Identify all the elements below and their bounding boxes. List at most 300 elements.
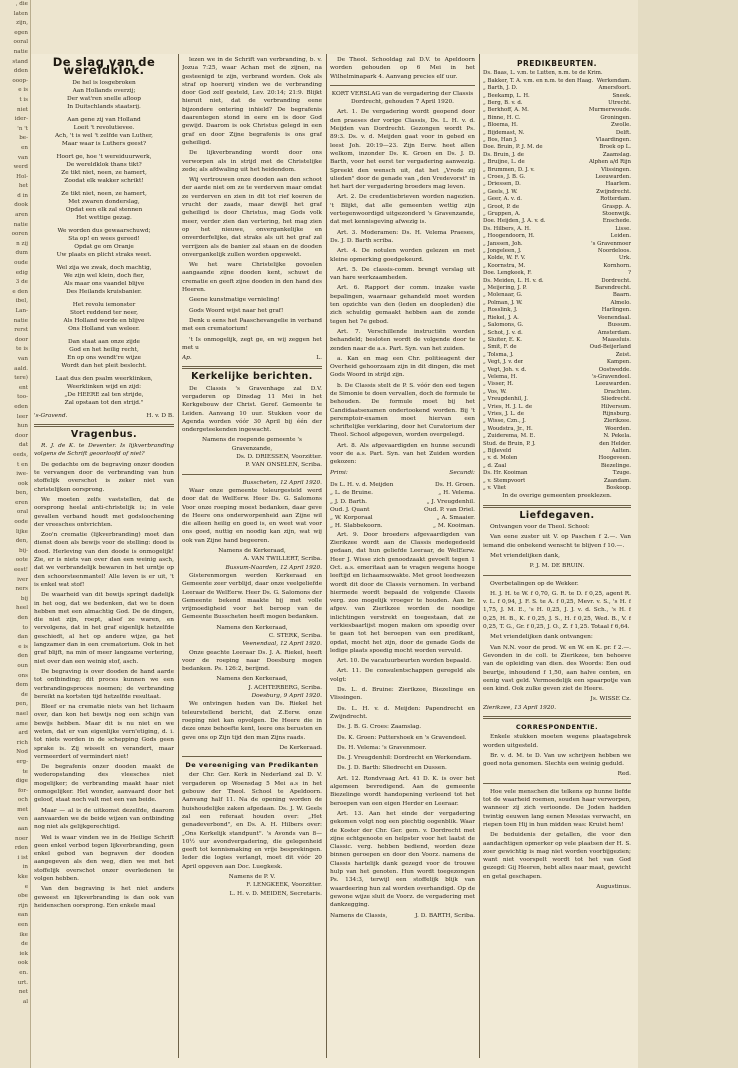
- quote-1: Hoe vele menschen die telkens op hunne liefde tot de waarheid roemen, souden haar verworpen, wanneer zij zich verioonde. De Joden hadden twintig eeuwen lang eenen Messias verwacht, en riepen toen Hij in hun midden was: Kruist hem!: [483, 788, 631, 828]
- gutter-fragment: oude: [14, 260, 28, 267]
- predikbeurt-place: Drachten.: [603, 388, 631, 395]
- predikbeurt-row: [483, 426, 631, 433]
- poem-line: Laat dus den psalm weerklinken,: [55, 375, 153, 382]
- predikbeurten-note: In de overige gemeenten preeklezen.: [502, 493, 612, 500]
- poem-line: Ach, 't is wel 't zelfde van Luther,: [55, 132, 153, 139]
- gutter-fragment: tere): [14, 375, 28, 382]
- divider: [182, 474, 322, 475]
- predikbeurt-row: [483, 463, 631, 470]
- vragenbus-body: [34, 461, 174, 910]
- gutter-fragment: lijke: [15, 528, 28, 535]
- gutter-fragment: 3 de: [15, 279, 28, 286]
- predikbeurt-name: „ Vreugdenhil, J.: [483, 396, 529, 403]
- predikbeurt-name: „ Bijleveld: [483, 448, 512, 455]
- predikbeurt-row: [483, 144, 631, 151]
- poem-line: Wordt dan het pleit beslecht.: [61, 362, 147, 369]
- predikbeurt-row: [483, 226, 631, 233]
- predikbeurt-row: [483, 300, 631, 307]
- gutter-fragment: werd: [13, 164, 28, 171]
- gutter-fragment: ame: [16, 720, 28, 727]
- gutter-fragment: for-: [17, 787, 28, 794]
- gutter-fragment: n zij: [16, 240, 28, 247]
- item-signature: J. ACHTERBERG, Scriba.: [248, 684, 322, 691]
- predikbeurt-name: „ Bloema, H.: [483, 122, 518, 129]
- predikbeurt-place: Broek op L.: [599, 144, 631, 151]
- gutter-fragment: i ist: [17, 854, 28, 861]
- predikbeurt-row: [483, 93, 631, 100]
- gutter-fragment: e den: [12, 288, 28, 295]
- page-top-margin: [30, 0, 738, 54]
- item-dateline: Bussum-Naarden, 12 April 1920.: [225, 564, 322, 571]
- verslag-signature-name: J. D. BARTH, Scriba.: [415, 912, 475, 919]
- predikbeurt-place: den Helder.: [599, 440, 631, 447]
- gutter-fragment: nael: [15, 710, 28, 717]
- predikbeurt-name: „ Barth, J. D.: [483, 85, 518, 92]
- predikbeurt-place: N. Pekela.: [603, 433, 631, 440]
- predikbeurt-place: Amersfoort.: [598, 85, 631, 92]
- gutter-fragment: ben,: [15, 490, 28, 497]
- gutter-fragment: dige: [15, 778, 28, 785]
- predikbeurt-row: [483, 115, 631, 122]
- column-4: [483, 56, 631, 1056]
- gutter-fragment: den: [17, 615, 28, 621]
- divider: [182, 366, 322, 369]
- poem-line: We zijn wel klein, doch fier,: [63, 272, 145, 279]
- predikbeurt-name: „ v. Stempvoort: [483, 477, 526, 484]
- predikbeurt-row: [483, 396, 631, 403]
- gutter-fragment: met: [17, 806, 28, 813]
- poem-line: Het wettige gezag.: [76, 214, 132, 221]
- gutter-fragment: eren: [15, 499, 28, 506]
- column-1: [34, 56, 174, 1056]
- poem-line: Het revolu iemonster: [72, 301, 136, 308]
- paragraph: Maar — al is de uitkomst dezelfde, daarom aanvaarden we de beide wijzen van ontbinding nog niet als gelijkgerechtigd.: [34, 807, 174, 831]
- vereniging-namens: Namens de P. V.: [228, 874, 276, 881]
- predikbeurt-place: Alphen a/d Rijn: [588, 159, 631, 166]
- predikbeurt-place: Sneek.: [612, 92, 631, 99]
- paragraph: Wij vertrouwen onze dooden aan den schoot der aarde niet om ze te verderven maar omdat ze verderven en zien in dit tot rief koeren de vrucht der zaads, maar dewijl het graf geheiligd is door Christus, mag Gods volk meer, verder zien dan vertering, het mag zien op het nieuwe, onvergankelijke en onverderfelijke, dat straks als uit het graf zal verrijzen als de banier zal staan en de dooden onvergankelijk zullen worden opgewekt.: [182, 177, 322, 258]
- election-header-secundi: Secundi:: [449, 469, 475, 476]
- predikbeurt-place: Haarlem.: [605, 181, 631, 188]
- predikbeurt-row: [483, 100, 631, 107]
- item-signature: De Kerkeraad.: [279, 744, 322, 751]
- predikbeurt-place: Groningen.: [600, 114, 631, 121]
- item-namens: Namens den Kerkeraad,: [216, 624, 288, 631]
- poem: [34, 79, 174, 407]
- column-rule: [178, 54, 179, 1058]
- gutter-fragment: te: [22, 768, 28, 775]
- predikbeurt-row: [483, 233, 631, 240]
- predikbeurt-name: „ Groot, P. de: [483, 203, 520, 210]
- divider: [483, 716, 631, 719]
- item-namens: Namens de Kerkeraad,: [218, 548, 286, 555]
- predikbeurt-place: Tzuge.: [612, 470, 631, 477]
- gutter-fragment: heel: [15, 605, 28, 612]
- predikbeurt-name: „ Berkhoff, A. M.: [483, 107, 529, 114]
- predikbeurten-title: PREDIKBEURTEN.: [517, 59, 597, 68]
- predikbeurt-place: Baarn.: [612, 292, 631, 299]
- liefdegaven-signature: P. J. M. DE BRUIN.: [529, 563, 585, 570]
- predikbeurt-row: [483, 374, 631, 381]
- predikbeurt-row: [483, 441, 631, 448]
- schooldag-notice: De Theol. Schooldag zal D.V. te Apeldoorn worden gehouden op 6 Mei in het Wilhelminapark 4. Aanvang precies elf uur.: [330, 57, 475, 80]
- liefdegaven-date: Zierikzee, 13 April 1920.: [483, 704, 557, 711]
- predikbeurt-place: Zwolle.: [611, 122, 631, 129]
- poem-line: Opdat ge om Oranje: [74, 243, 134, 250]
- predikbeurt-place: Rijnsburg.: [602, 410, 631, 417]
- predikbeurt-place: Vlaardingen.: [595, 136, 631, 143]
- gutter-fragment: te is: [16, 346, 28, 353]
- paragraph: De begrafenis onzer dooden maakt de wederopstanding des vleesches niet mogelijker; de verbranding maakt haar niet onmogelijker. Het wonder, aanvaard door het geloof, staat noch valt met een van beide.: [34, 764, 174, 804]
- predikbeurt-place: Almelo.: [610, 299, 631, 306]
- predikbeurt-row: [483, 322, 631, 329]
- poem-line: Des Heilands kruisbanier.: [66, 288, 142, 295]
- predikbeurt-name: Doe. Heijden, J. A. v. d.: [483, 218, 546, 225]
- gutter-fragment: Nod: [16, 749, 28, 756]
- gutter-fragment: den: [17, 653, 28, 660]
- gutter-fragment: den,: [15, 538, 28, 545]
- paragraph: Art. 11. De consulentschappen geregeld als volgt:: [330, 668, 475, 683]
- gutter-fragment: rijn: [18, 902, 28, 909]
- paragraph: Van den begraving is het niet anders geweest en lijkverbranding is dan ook van heidenschen oorsprong. Een enkele maal: [34, 886, 174, 909]
- vragenbus-signature: [182, 354, 322, 362]
- poem-line: Zal opstaan tot den strijd.": [64, 399, 144, 406]
- predikbeurt-place: Leiden.: [610, 233, 631, 240]
- predikbeurt-row: [483, 278, 631, 285]
- predikbeurt-row: [483, 359, 631, 366]
- column-rule: [326, 54, 327, 1058]
- predikbeurt-name: Ds. Bruin, J. de: [483, 151, 524, 158]
- poem-stanza: [34, 338, 174, 370]
- poem-title: De slag van de wereldklok.: [52, 56, 156, 78]
- poem-line: Weerklinken wijd en zijd:: [66, 383, 142, 390]
- paragraph: b. De Classis stelt de P. S. vóór den eed tegen de Simonie te doen vervallen, doch de formule te behouden. De formule moet bij het Candidaatsexamen ondertookend worden. Bij 't peremptoir-examen moet hiervan een schriftelijke verklaring, door het Curatorium der Theol. School afgegeven, worden overgelegd.: [330, 382, 475, 439]
- quote-signature: Augustinus.: [596, 884, 631, 891]
- predikbeurt-name: „ v. Vliet: [483, 485, 507, 492]
- poem-line: Wel zija we zwak, doch machtig,: [56, 264, 152, 271]
- predikbeurt-name: „ Bakker, T. A. v.m. en n.m. te den Haag.: [483, 77, 594, 84]
- election-secundus: „ M. Kooiman.: [432, 523, 475, 530]
- paragraph: We moeten zelfs vaststellen, dat de oorsprong heelal anti-christelijk is; in vele gevallen verband houdt met godsloochening der vreesches ontvrichten.: [34, 496, 174, 528]
- predikbeurten-intro: [483, 70, 631, 77]
- predikbeurt-row: [483, 315, 631, 322]
- election-row: [330, 498, 475, 506]
- predikbeurt-name: „ Vos, W.: [483, 388, 507, 395]
- predikbeurt-name: Stud. de Bruin, P. J.: [483, 440, 536, 447]
- predikbeurt-place: Werkendam.: [596, 77, 631, 84]
- kerk-intro: De Classis 's Gravenhage zal D.V. vergaderen op Dinsdag 11 Mei in het Kerkgebouw der Christ. Geref. Gemeente te Leiden. Aanvang 10 uur. Stukken voor de Agenda worden vóór 30 April bij één der ondergeteekenden ingewacht.: [182, 385, 322, 434]
- predikbeurt-name: „ Molenaar, G.: [483, 292, 523, 299]
- predikbeurt-place: Hoogeveen.: [598, 455, 631, 462]
- poem-line: De wereldklok thans tikt?: [66, 161, 142, 168]
- liefdegaven-signature-2: Js. WISSE Cz.: [590, 696, 631, 703]
- predikbeurt-row: [483, 455, 631, 462]
- gutter-fragment: rich: [16, 739, 28, 746]
- poem-line: De hel is losgebroken: [72, 79, 136, 86]
- predikbeurt-row: [483, 389, 631, 396]
- poem-line: In Duitschlands staatsrij.: [67, 103, 141, 110]
- gutter-fragment: dook: [14, 202, 28, 209]
- predikbeurt-row: [483, 85, 631, 92]
- predikbeurt-place: Utrecht.: [608, 99, 631, 106]
- gutter-fragment: t en: [17, 461, 28, 468]
- election-primus: Oud. J. Quant: [330, 506, 370, 513]
- predikbeurt-row: [483, 152, 631, 159]
- paragraph: Met vriendelijken dank ontvangen:: [490, 634, 593, 641]
- predikbeurt-name: „ Geer, A. v. d.: [483, 196, 522, 203]
- election-primus: „ W. Korporaal: [330, 515, 373, 522]
- item-dateline: Doesburg, 9 April 1920.: [251, 693, 322, 700]
- predikbeurt-name: „ Polman, J. W.: [483, 299, 523, 306]
- predikbeurt-row: [483, 130, 631, 137]
- predikbeurten-intro-text: Ds. Baas, L. v.m. te Lutten, n.m. te de Krim.: [483, 70, 603, 77]
- gutter-fragment: dan: [17, 634, 28, 641]
- vereniging-signature-1: F. LENGKEEK, Voorzitter.: [246, 882, 322, 889]
- gutter-fragment: laten: [13, 10, 28, 17]
- predikbeurt-row: [483, 337, 631, 344]
- divider: [483, 575, 631, 576]
- gutter-fragment: ike: [19, 931, 28, 938]
- gutter-fragment: van: [17, 154, 28, 161]
- predikbeurt-row: [483, 270, 631, 277]
- paragraph: Ds. J. B. G. Croes: Zaamslag.: [337, 724, 422, 731]
- gutter-fragment: de: [21, 691, 28, 698]
- predikbeurt-place: Leeuwarden.: [595, 173, 631, 180]
- paragraph: Ds. L. d. Bruine: Zierikzee, Biezelinge en Vlissingen.: [330, 687, 475, 702]
- predikbeurt-place: Zeist.: [615, 351, 631, 358]
- paragraph: Ds. H. Velema: 's Gravenmoer.: [337, 744, 427, 751]
- gutter-fragment: aan: [17, 826, 28, 833]
- predikbeurt-place: Graspp. A.: [602, 203, 631, 210]
- election-primus: Ds L. H. v. d. Meijden: [330, 481, 394, 488]
- paragraph: Art. 12. Rondvraag Art. 41 D. K. is over het algemeen bevredigend. Aan de gemeente Biezelinge wordt handopening verleend tot het beroepen van een eigen Herder en Leeraar.: [330, 775, 475, 807]
- paragraph: Art. 9. Door broeders afgevaardigden van Zierikzee wordt aan de Classis medegedeeld gedaan, dat hun geliefde Leeraar, de WelEerw. Heer J. Wisse zich genoodzaakt gevoelt tegen 1 Oct. a.s. emeritaat aan te vragen wegens hooge leeftijd en lichaamszwakte. Met groot leedwezen wordt dit door de Classis vernomen. In verband hiermede wordt bepaald de volgende Classis verg. zoo mogelijk vroeger te houden. Aan br. afgev. van Zierikzee worden de noodige inlichtingen verstrekt en toegestaan, dat ze verkiesbaarlijst mogen maken om spoedig over te gaan tot het beroepen van een predikant, opdat, mocht het zijn, door de genade Gods de ledige plaats spoedig mocht worden vervuld.: [330, 531, 475, 654]
- gutter-fragment: hun: [17, 423, 28, 430]
- election-row: [330, 481, 475, 489]
- liefdegaven-body-2: [483, 580, 631, 694]
- predikbeurt-row: [483, 367, 631, 374]
- paragraph: Art. 5. De classis-comm. brengt verslag uit van hare werkzaamheden.: [330, 266, 475, 282]
- gutter-fragment: ook: [17, 960, 28, 967]
- poem-stanza: [34, 375, 174, 407]
- poem-line: God en het heilig recht,: [69, 346, 139, 353]
- vragenbus-question: R. J. de K. te Deventer. Is lijkverbranding volgens de Schrift geoorloofd of niet?: [34, 443, 174, 458]
- predikbeurt-name: „ Bruijne, L. de: [483, 159, 525, 166]
- paragraph: Art. 2. De credentiebrieven worden nagezien. 't Blijkt, dat alle gemeenten wettig zijn vertegenwoordigd uitgezonderd 's Gravenzande, dat met kennisgeving afwezig is.: [330, 194, 475, 226]
- predikbeurt-place: Noordeloos.: [597, 248, 631, 255]
- vereniging-text: der Chr. Ger. Kerk in Nederland zal D. V. vergaderen op Woensdag 5 Mei a.s in het gebouw der Theol. School te Apeldoorn. Aanvang half 11. Na de opening worden de huishoudelijke zaken afgedaan. Ds. J. W. Geels zal een referaat houden over: „Het genadeverbond", en Ds. A. H. Hilbers over: „Ons Kerkelijk standpunt". 's Avonds van 8—10½ uur avondvergadering, die gelegenheid geeft tot kennismaking en vrije besprekingen. Ieder die logies verlangt, moet dit vóór 20 April opgeven aan Doc. Luegkesk.: [182, 772, 322, 870]
- predikbeurt-row: [483, 204, 631, 211]
- gutter-fragment: stand: [12, 58, 28, 65]
- poem-line: Als Holland worde en blijve: [63, 317, 145, 324]
- poem-line: Loeit 't revolutievee.: [73, 124, 135, 131]
- predikbeurt-place: Sliedrecht.: [601, 396, 631, 403]
- poem-line: We worden dus gewaarschuwd;: [57, 227, 151, 234]
- predikbeurt-name: Doe. Bruin, P. J. M. de: [483, 144, 543, 151]
- paragraph: Art. 10. De vacatuurbeurten worden bepaald.: [337, 658, 472, 665]
- predikbeurt-row: [483, 181, 631, 188]
- gutter-fragment: en.: [19, 969, 28, 976]
- vragenbus-continued: [182, 56, 322, 352]
- gutter-fragment: dum: [15, 250, 28, 257]
- gutter-fragment: och: [17, 797, 28, 804]
- predikbeurt-place: Zwijndrecht.: [596, 188, 631, 195]
- poem-line: Ze tikt niet, neen, ze hamert,: [61, 190, 147, 197]
- predikbeurt-name: „ Vries, H. J. L. de: [483, 403, 533, 410]
- predikbeurt-row: [483, 137, 631, 144]
- election-row: [330, 522, 475, 530]
- predikbeurt-row: [483, 196, 631, 203]
- kerk-items: [182, 479, 322, 753]
- predikbeurt-row: [483, 381, 631, 388]
- predikbeurt-row: [483, 218, 631, 225]
- gutter-fragment: en: [21, 144, 28, 151]
- right-margin: [638, 0, 738, 1068]
- poem-signature-place: 's-Gravend.: [34, 412, 68, 419]
- predikbeurt-name: „ Beekamp, L. H.: [483, 92, 530, 99]
- predikbeurt-place: 's Gravenmoer: [591, 240, 631, 247]
- predikbeurt-row: [483, 418, 631, 425]
- predikbeurt-name: „ Meijering, J. P.: [483, 285, 527, 292]
- predikbeurt-name: „ Zuiderema, M. E.: [483, 433, 536, 440]
- gutter-fragment: noer: [15, 835, 28, 842]
- gutter-fragment: aren: [15, 212, 28, 219]
- predikbeurt-place: Maassluis.: [602, 336, 631, 343]
- predikbeurt-name: „ Visser, H.: [483, 381, 514, 388]
- verslag-signature-namens: Namens de Classis,: [330, 912, 388, 919]
- kort-verslag-body-2: [330, 531, 475, 910]
- paragraph: Met vriendelijken dank,: [490, 552, 561, 559]
- election-secundus: Ds. H. Groen.: [435, 481, 475, 488]
- liefdegaven-body: [483, 523, 631, 560]
- kort-verslag-title: KORT VERSLAG van de vergadering der Classis Dordrecht, gehouden 7 April 1920.: [331, 90, 474, 106]
- poem-signature-name: H. v. D B.: [146, 412, 174, 419]
- poem-line: Sta op! en wees gereed!: [68, 235, 140, 242]
- paragraph: Ds. L. H. v. d. Meijden: Papendrecht en Zwijndrecht.: [330, 705, 475, 720]
- predikbeurt-place: Harlingen.: [601, 307, 631, 314]
- poem-line: Stort reddend ter neer,: [69, 309, 139, 316]
- predikbeurt-name: „ Berg, B. v. d.: [483, 99, 523, 106]
- paragraph: Wel is waar vinden we in de Heilige Schrift geen enkel verbod tegen lijkverbranding, geen enkel gebod van begraven der dooden aangegeven als den weg, dien we met het stoffelijk overschot onzer overledenen te volgen hebben.: [34, 834, 174, 883]
- gutter-fragment: bij-: [19, 547, 28, 554]
- predikbeurt-name: „ Tolsma, J.: [483, 351, 514, 358]
- predikbeurt-row: [483, 330, 631, 337]
- predikbeurten-list: [483, 78, 631, 493]
- paragraph: Art. 13. Aan het einde der vergadering gekomen volgt nog een piechtig oogenblik. Waar de Koster der Chr. Ger. gem. v. Dordrecht met zijne echtgenoote en helpster voor het laatst de Classic. verg. hebben bediend, worden deze binnen geroepen en door den Voorz. namens de Classis hartelijk dank gezegd voor de trouwe hulp van het genoten. Hun wordt toegezongen Ps. 134:3, terwijl een stoffelijk blijk van waardeering hun zal worden overhandigd. Op de gewone wijze sluit de Voorz. de vergadering met dankzegging.: [330, 810, 475, 909]
- predikbeurt-name: „ Hoogendoorn, H.: [483, 233, 535, 240]
- column-rule: [479, 54, 480, 1058]
- predikbeurt-row: [483, 263, 631, 270]
- poem-line: Opdat een elk zal stennen: [65, 206, 143, 213]
- predikbeurt-name: „ Smit, F. de: [483, 344, 517, 351]
- gutter-fragment: iwe-: [16, 471, 28, 478]
- paragraph: Van eene zuster uit V. op Paschen f 2.—. Van iemand die onbekend wenscht te blijven f 10.—.: [483, 534, 631, 549]
- predikbeurt-place: Kampen.: [606, 359, 631, 366]
- gutter-fragment: edig: [15, 269, 28, 276]
- predikbeurt-name: „ Bijdemast, N.: [483, 129, 525, 136]
- election-secundus: Oud. P. van Driel.: [424, 506, 475, 513]
- liefdegaven-title: Liefdegaven.: [519, 509, 595, 521]
- kerk-signature-2: P. VAN ONSELEN, Scriba.: [245, 462, 322, 469]
- election-secundus: „ A. Smaaier.: [436, 515, 475, 522]
- paragraph: Art. 3. Moderamen: Ds. H. Velema Praeses, Ds. J. D. Barth scriba.: [330, 229, 475, 244]
- item-signature: C. STERK, Scriba.: [268, 633, 322, 639]
- predikbeurt-name: Ds. Meiden, L. H. v. d.: [483, 277, 544, 284]
- poem-line: „De HEERE zal ten strijde,: [64, 391, 144, 398]
- paragraph: Ds. K. Groen: Puttershoek en 's Gravendeel.: [337, 734, 467, 741]
- gutter-fragment: oode: [14, 519, 28, 526]
- election-primus: „ L. de Bruine.: [330, 490, 373, 497]
- paragraph: Art. 6. Rapport der comm. inzake vaste bepalingen, waarnaar gehandeld moet worden ten opzichte van den (leden en doopleden) die zich schuldig gemaakt hebben aan de zonde tegen het 7e gebod.: [330, 285, 475, 325]
- gutter-fragment: al: [22, 998, 28, 1005]
- predikbeurt-name: Doe. Lengkeek, F.: [483, 270, 532, 277]
- election-primus: „ J. D. Barth.: [330, 498, 367, 505]
- predikbeurt-place: ?: [628, 270, 631, 277]
- gutter-fragment: ard: [18, 730, 28, 737]
- poem-stanza: [34, 79, 174, 111]
- election-table: [330, 469, 475, 531]
- predikbeurt-row: [483, 211, 631, 218]
- predikbeurt-place: Veenendaal.: [597, 314, 631, 321]
- predikbeurt-row: [483, 189, 631, 196]
- item-text: Waar onze gemeente teleurgesteld werd door dat de WelEerw. Heer Ds. G. Salomons Voor onze roeping moest bedanken, daar geve de Heere ons onderworpenheid aan Zijne wil die alleen heilig en goed is, en weet wat voor ons goed, nuttig en noodig kan zijn, wat wij ook van Zijne hand begeeren.: [182, 487, 322, 544]
- gutter-fragment: leer: [16, 413, 28, 420]
- gutter-fragment: natie: [13, 317, 28, 324]
- gutter-fragment: oote: [15, 557, 28, 564]
- predikbeurt-name: „ Binne, H. C.: [483, 114, 521, 121]
- gutter-fragment: Hol-: [16, 173, 28, 180]
- predikbeurt-place: Boskoop.: [606, 485, 631, 492]
- predikbeurt-row: [483, 248, 631, 255]
- poem-line: Der wat'ren snelle afloop: [67, 95, 141, 102]
- predikbeurt-row: [483, 107, 631, 114]
- paragraph: Art. 4. De notulen worden gelezen en met kleine opmerking goedgekeurd.: [330, 248, 475, 263]
- gutter-fragment: , die: [15, 1, 28, 7]
- item-dateline: Veenendaal, 12 April 1920.: [242, 641, 322, 648]
- gutter-fragment: eden: [14, 403, 28, 410]
- predikbeurt-place: Barendrecht.: [594, 285, 631, 292]
- paragraph: De gedachte om de begraving onzer dooden te vervangen door de verbranding van hun stoffelijk overschot is zeker niet van christelijken oorsprong.: [34, 461, 174, 493]
- paragraph: Ds. J. D. Barth: Sliedrecht en Dussen.: [337, 765, 447, 772]
- poem-stanza: [34, 227, 174, 259]
- predikbeurt-place: Woerden.: [604, 425, 631, 432]
- gutter-fragment: het: [18, 183, 28, 190]
- paragraph: Zoo'n crematie (lijkverbranding) moet dan dienst doen als bewijs voor de stelling: dood is dood. Herleving van den doode is onmogelijk! Zie, er is niets van over dan een weinig asch, dat we verbrandelijk bewaren in het urntje op den schoorsteenmantel! Alle leven is er uit, 't is enkel wat stof!: [34, 532, 174, 588]
- predikbeurt-name: „ Gruppen, A.: [483, 211, 521, 218]
- predikbeurt-name: „ Janssen, Joh.: [483, 240, 523, 247]
- gutter-fragment: door: [15, 336, 28, 343]
- gutter-fragment: iver: [17, 576, 28, 583]
- item-text: We ontvingen heden van Ds. Riekel het teleurstellend bericht, dat Z.Eerw. onze roeping niet kan opvolgen. De Heere die in deze onze behoefte kent, leere ons berusten en geve ons op Zijn tijd den man Zijns raads.: [182, 701, 322, 741]
- poem-line: Als maar ons vaandel blijve: [63, 280, 145, 287]
- predikbeurt-row: [483, 352, 631, 359]
- predikbeurt-name: „ Vegt, Joh. v. d.: [483, 366, 527, 373]
- predikbeurt-place: Biezelinge.: [600, 462, 631, 469]
- verslag-signature: [330, 912, 475, 920]
- item-dateline: Busscheten, 12 April 1920.: [242, 479, 322, 486]
- gutter-fragment: oun: [17, 662, 28, 669]
- predikbeurt-place: Oud-Beijerland: [589, 344, 631, 351]
- election-header: [330, 469, 475, 477]
- predikbeurt-place: Bussum.: [607, 322, 631, 329]
- paragraph: Art. 1. De vergadering wordt geopend door den praeses der vorige Classis, Ds. L. H. v. d. Meijden van Dordrecht. Gezongen wordt Ps. 89:3. Ds. v. d. Meijden gaat voor in gebed en leest Joh. 20:19—23. Zijn Eerw. heet allen welkom, inzonder Ds. K. Groen en Ds. J. D. Barth, voor het eerst ter vergadering aanwezig. Spreekt den wensch uit, dat het „Vrede zij ulieden" door de genade van „den Vredevorst" in het hart der vergadering broeders mag leven.: [330, 109, 475, 191]
- poem-line: Met zwaren donderslag,: [68, 198, 140, 205]
- gutter-fragment: rerst: [14, 327, 28, 334]
- predikbeurt-place: Aalten.: [611, 448, 631, 455]
- paragraph: Overbetalingen op de Wekker.: [490, 580, 579, 587]
- divider: [182, 756, 322, 757]
- item-signature: A. VAN TWILLERT, Scriba.: [243, 556, 322, 563]
